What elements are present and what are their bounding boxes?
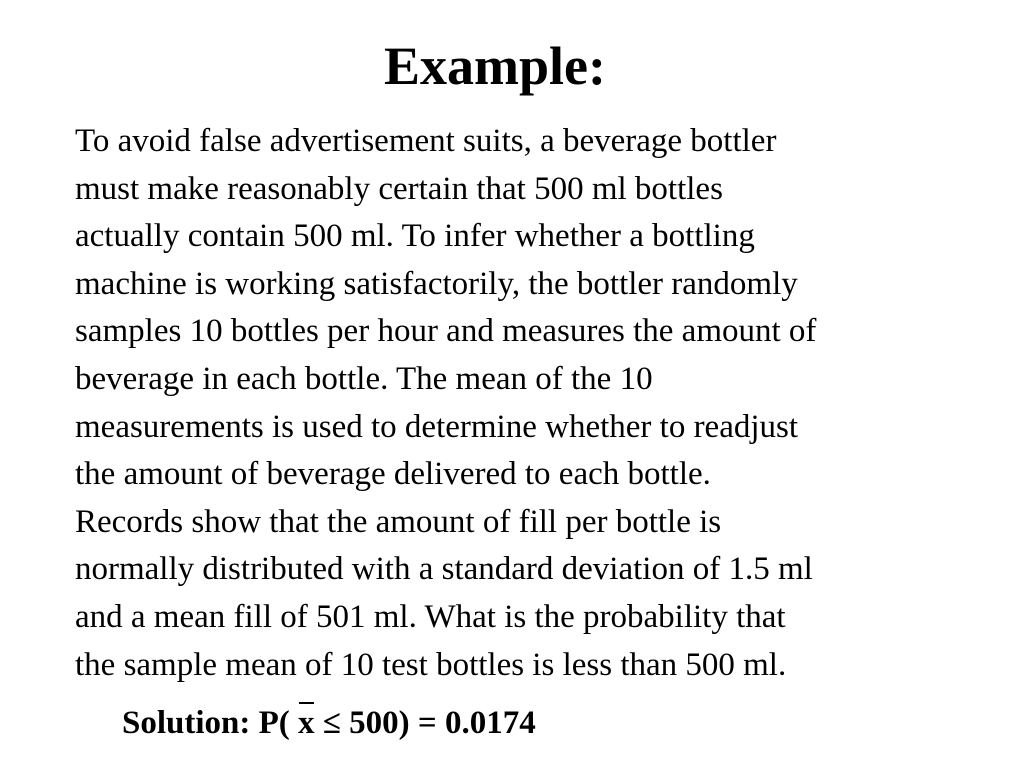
paragraph-line: and a mean fill of 501 ml. What is the probability that — [75, 598, 786, 635]
paragraph-line: Records show that the amount of fill per bottle is — [75, 503, 722, 540]
paragraph-line: must make reasonably certain that 500 ml bottles — [75, 170, 723, 207]
paragraph-line: machine is working satisfactorily, the bottler randomly — [75, 265, 798, 302]
paragraph-line: beverage in each bottle. The mean of the 10 — [75, 360, 653, 397]
paragraph-line: measurements is used to determine whether to readjust — [75, 408, 799, 445]
paragraph-line: actually contain 500 ml. To infer whether a bottling — [75, 218, 755, 255]
paragraph-line: samples 10 bottles per hour and measures the amount of — [75, 313, 817, 350]
paragraph-line: normally distributed with a standard deviation of 1.5 ml — [75, 551, 813, 588]
solution-prefix: Solution: P( — [122, 705, 299, 741]
paragraph-line: the amount of beverage delivered to each bottle. — [75, 456, 711, 493]
problem-paragraph — [75, 118, 995, 689]
slide-title: Example: — [384, 36, 606, 96]
solution-line — [122, 700, 536, 746]
solution-operator: ≤ — [314, 705, 350, 741]
paragraph-line: the sample mean of 10 test bottles is less than 500 ml. — [75, 646, 787, 683]
solution-result: 500) = 0.0174 — [349, 705, 536, 741]
paragraph-line: To avoid false advertisement suits, a beverage bottler — [75, 123, 777, 159]
sample-mean-symbol: x — [298, 700, 315, 746]
